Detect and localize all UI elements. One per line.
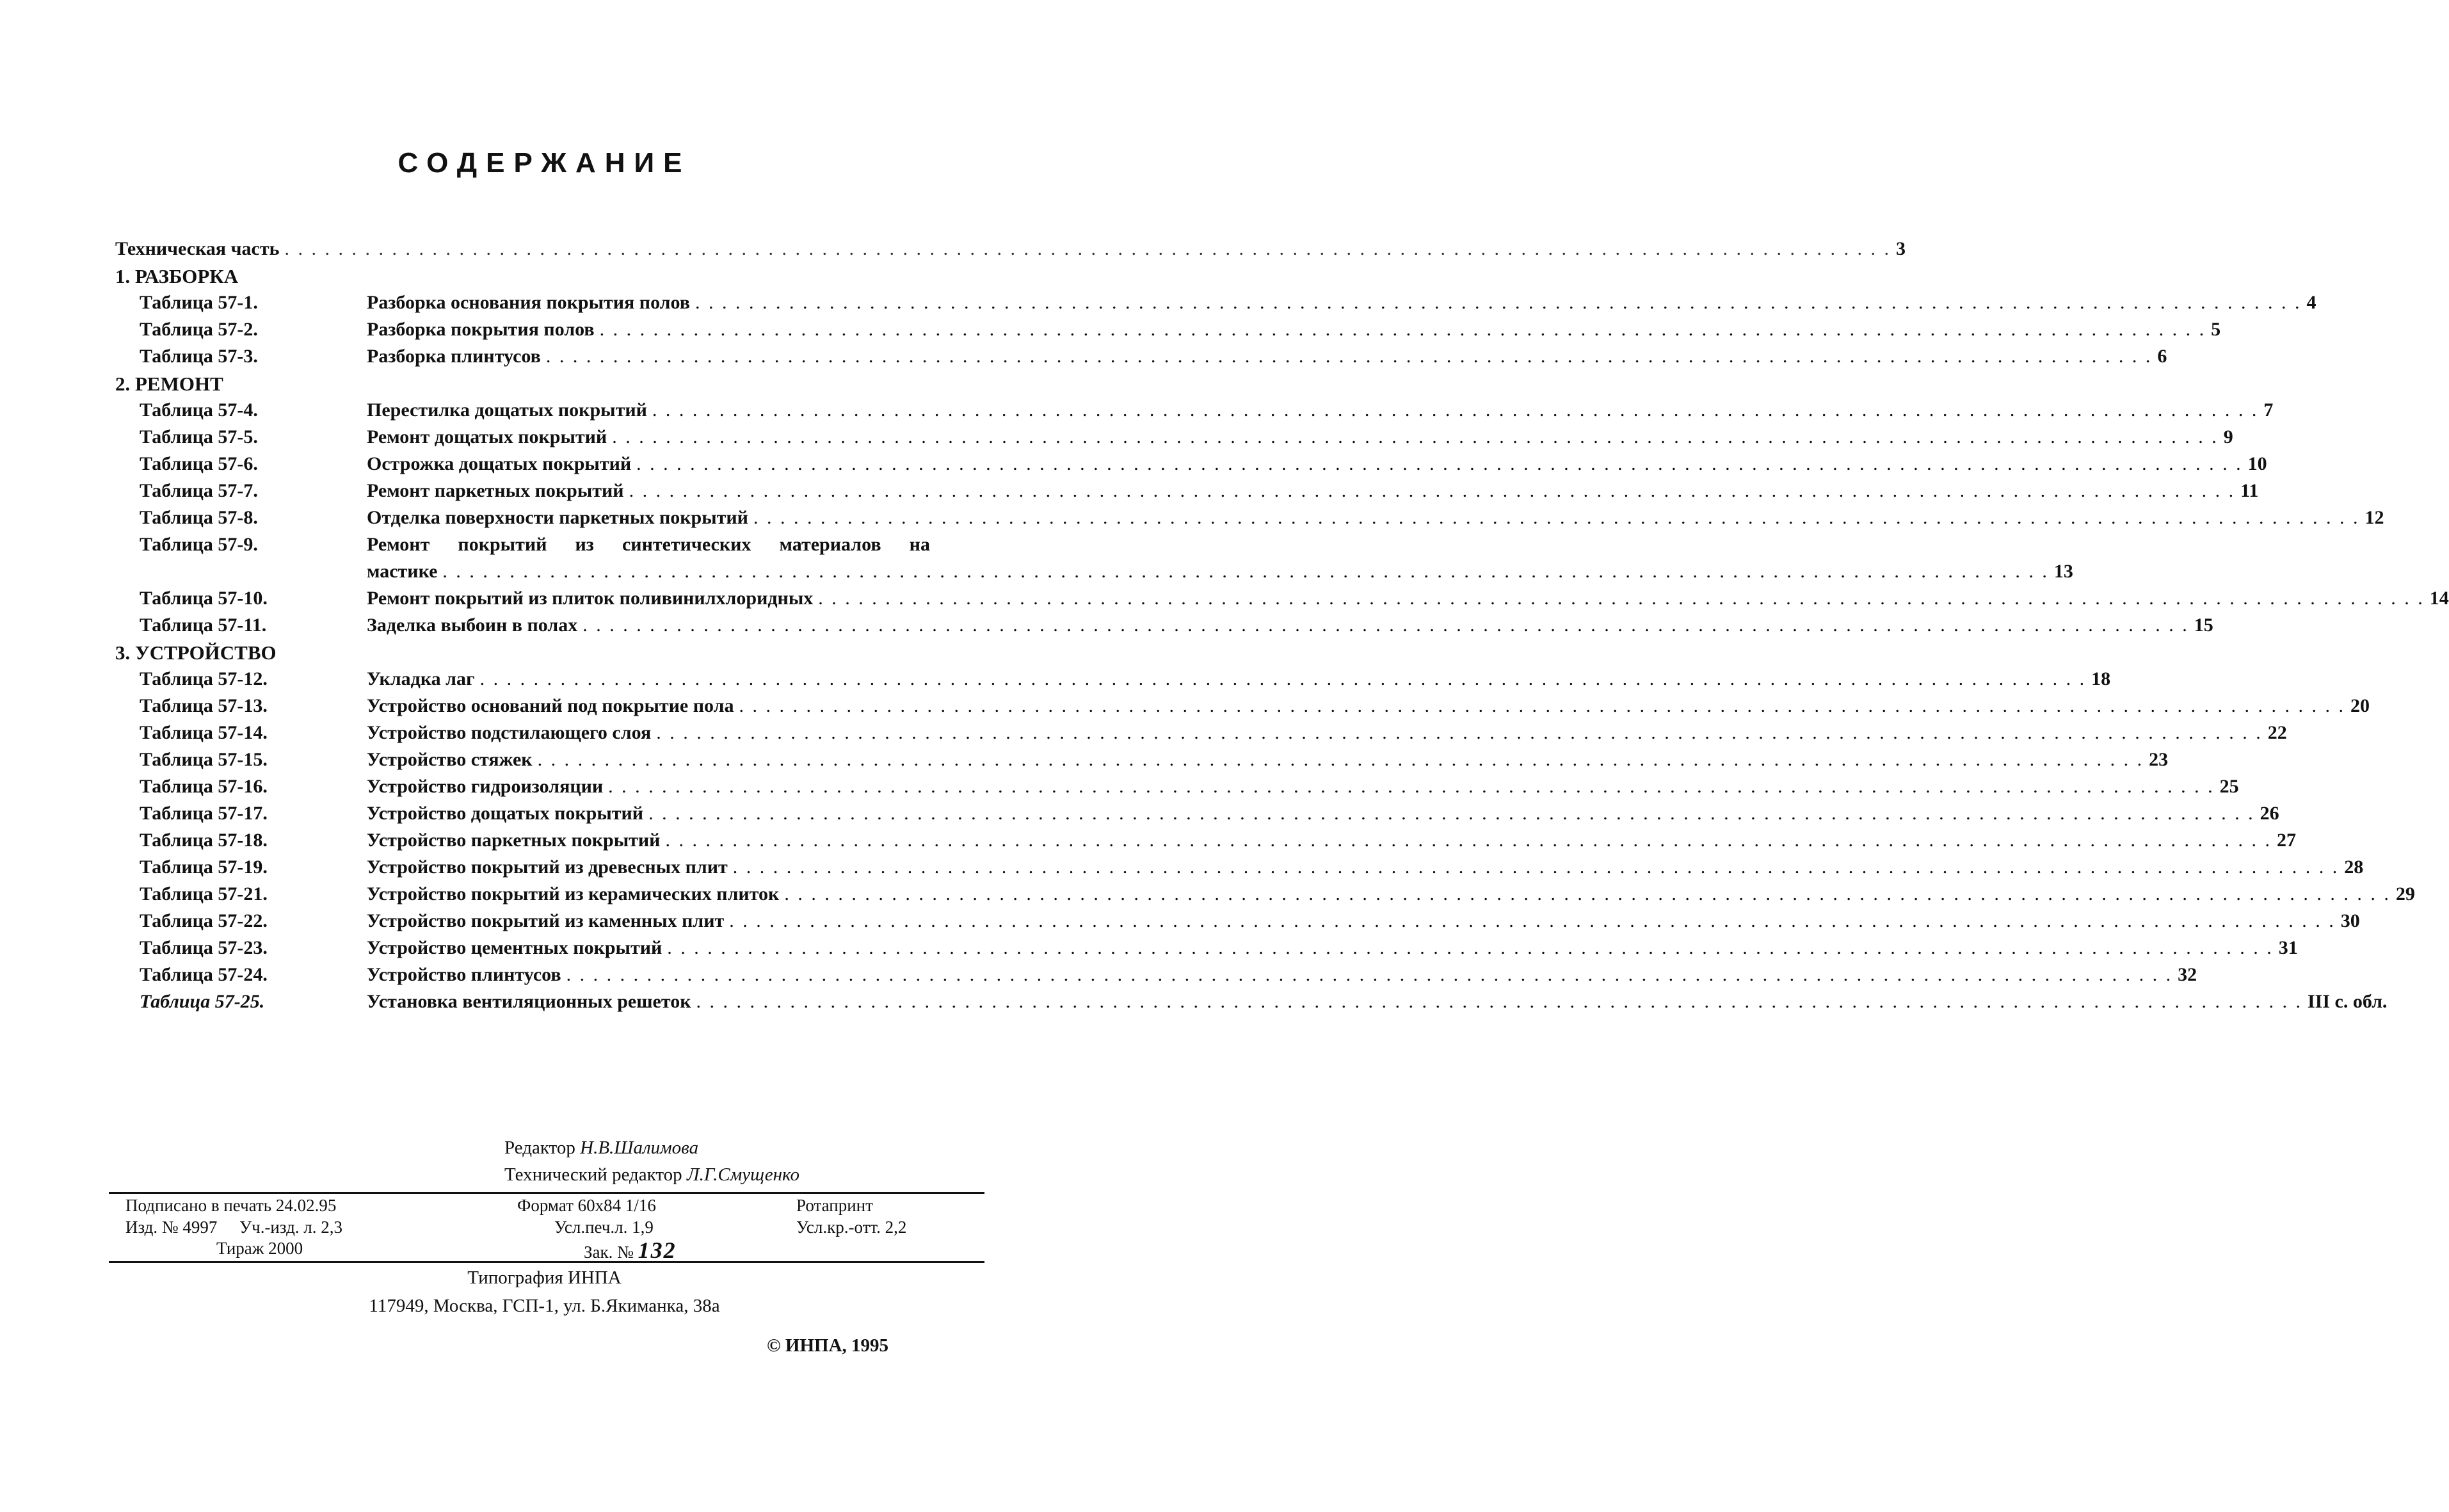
page-title: СОДЕРЖАНИЕ — [397, 147, 691, 179]
toc-entry-title: Устройство подстилающего слоя — [367, 722, 652, 743]
toc-page-number: 25 — [2219, 776, 2239, 797]
toc-section-heading: 2. РЕМОНТ — [115, 373, 223, 395]
toc-page-number: 27 — [2276, 830, 2296, 851]
dot-leader: . . . . . . . . . . . . . . . . . . . . . . . . . . . . . . . . . . . . . . . . . . . . . . . . . . . . . . . . . . . . . . . . . . . . . . . . . . . . . . . . . . . . . . . . . . . . . . . . . . . . . . . . . . . . . . . . . . . . . . . . — [636, 453, 2243, 474]
signed-date: Подписано в печать 24.02.95 — [125, 1196, 337, 1215]
toc-table-number: Таблица 57-2. — [140, 319, 258, 340]
toc-entry — [367, 561, 2073, 583]
toc-entry-title: Устройство дощатых покрытий — [367, 803, 644, 824]
printed-sheets: Усл.печ.л. 1,9 — [554, 1218, 654, 1237]
toc-page-number: 9 — [2223, 426, 2233, 447]
toc-page-number: 31 — [2278, 937, 2298, 958]
toc-entry — [367, 292, 2317, 314]
toc-page-number: 11 — [2240, 480, 2259, 501]
toc-entry-title: Установка вентиляционных решеток — [367, 991, 691, 1012]
dot-leader: . . . . . . . . . . . . . . . . . . . . . . . . . . . . . . . . . . . . . . . . . . . . . . . . . . . . . . . . . . . . . . . . . . . . . . . . . . . . . . . . . . . . . . . . . . . . . . . . . . . . . . . . . . . . . . . . . . . . . . . . — [665, 830, 2272, 851]
toc-page-number: 3 — [1895, 238, 1906, 259]
toc-entry-word: из — [575, 534, 594, 555]
dot-leader: . . . . . . . . . . . . . . . . . . . . . . . . . . . . . . . . . . . . . . . . . . . . . . . . . . . . . . . . . . . . . . . . . . . . . . . . . . . . . . . . . . . . . . . . . . . . . . . . . . . . . . . . . . . . . . . . . . . . . . . . — [784, 883, 2391, 905]
toc-entry-word: Ремонт — [367, 534, 430, 555]
dot-leader: . . . . . . . . . . . . . . . . . . . . . . . . . . . . . . . . . . . . . . . . . . . . . . . . . . . . . . . . . . . . . . . . . . . . . . . . . . . . . . . . . . . . . . . . . . . . . . . . . . . . . . . . . . . . . . . . . . . . . . . . — [442, 561, 2049, 582]
toc-section-heading: 1. РАЗБОРКА — [115, 265, 239, 287]
toc-entry-title: Укладка лаг — [367, 668, 475, 689]
toc-entry-title: Ремонт дощатых покрытий — [367, 426, 607, 447]
dot-leader: . . . . . . . . . . . . . . . . . . . . . . . . . . . . . . . . . . . . . . . . . . . . . . . . . . . . . . . . . . . . . . . . . . . . . . . . . . . . . . . . . . . . . . . . . . . . . . . . . . . . . . . . . . . . . . . . . . . . . . . . — [818, 588, 2425, 609]
dot-leader: . . . . . . . . . . . . . . . . . . . . . . . . . . . . . . . . . . . . . . . . . . . . . . . . . . . . . . . . . . . . . . . . . . . . . . . . . . . . . . . . . . . . . . . . . . . . . . . . . . . . . . . . . . . . . . . . . . . . . . . . — [599, 319, 2206, 340]
dot-leader: . . . . . . . . . . . . . . . . . . . . . . . . . . . . . . . . . . . . . . . . . . . . . . . . . . . . . . . . . . . . . . . . . . . . . . . . . . . . . . . . . . . . . . . . . . . . . . . . . . . . . . . . . . . . . . . . . . . . . . . . — [729, 910, 2336, 931]
toc-entry — [367, 453, 2267, 475]
toc-entry-title: Заделка выбоин в полах — [367, 615, 578, 636]
toc-entry-title-line — [367, 534, 930, 556]
toc-table-number: Таблица 57-14. — [140, 722, 268, 743]
copyright-notice: © ИНПА, 1995 — [767, 1335, 889, 1356]
toc-table-number: Таблица 57-8. — [140, 507, 258, 528]
toc-entry-title: Разборка плинтусов — [367, 346, 541, 367]
toc-page-number: III с. обл. — [2307, 991, 2388, 1012]
toc-entry-title: мастике — [367, 561, 438, 582]
toc-entry — [367, 964, 2197, 986]
toc-table-number: Таблица 57-1. — [140, 292, 258, 313]
order-label: Зак. № — [584, 1243, 634, 1262]
toc-page-number: 7 — [2263, 399, 2274, 421]
toc-entry-word: покрытий — [458, 534, 547, 555]
dot-leader: . . . . . . . . . . . . . . . . . . . . . . . . . . . . . . . . . . . . . . . . . . . . . . . . . . . . . . . . . . . . . . . . . . . . . . . . . . . . . . . . . . . . . . . . . . . . . . . . . . . . . . . . . . . . . . . . . . . . . . . . — [608, 776, 2215, 797]
toc-page-number: 10 — [2247, 453, 2267, 474]
toc-page-number: 13 — [2053, 561, 2073, 582]
toc-entry-title: Устройство паркетных покрытий — [367, 830, 661, 851]
order-handwritten-number: 132 — [638, 1237, 677, 1263]
toc-entry — [367, 749, 2169, 771]
toc-entry — [367, 399, 2274, 421]
printer-address: 117949, Москва, ГСП-1, ул. Б.Якиманка, 38а — [369, 1296, 720, 1316]
toc-entry-title: Устройство покрытий из древесных плит — [367, 857, 728, 878]
dot-leader: . . . . . . . . . . . . . . . . . . . . . . . . . . . . . . . . . . . . . . . . . . . . . . . . . . . . . . . . . . . . . . . . . . . . . . . . . . . . . . . . . . . . . . . . . . . . . . . . . . . . . . . . . . . . . . . . . . . . . . . . — [612, 426, 2219, 447]
toc-entry-title: Острожка дощатых покрытий — [367, 453, 632, 474]
editor-label: Редактор — [504, 1138, 575, 1158]
dot-leader: . . . . . . . . . . . . . . . . . . . . . . . . . . . . . . . . . . . . . . . . . . . . . . . . . . . . . . . . . . . . . . . . . . . . . . . . . . . . . . . . . . . . . . . . . . . . . . . . . . . . . . . . . . . . . . . . . . . . . . . . — [648, 803, 2255, 824]
toc-table-number: Таблица 57-18. — [140, 830, 268, 851]
toc-page-number: 32 — [2178, 964, 2197, 985]
toc-table-number: Таблица 57-3. — [140, 346, 258, 367]
paper-format: Формат 60х84 1/16 — [517, 1196, 656, 1215]
toc-entry-title: Устройство плинтусов — [367, 964, 561, 985]
dot-leader: . . . . . . . . . . . . . . . . . . . . . . . . . . . . . . . . . . . . . . . . . . . . . . . . . . . . . . . . . . . . . . . . . . . . . . . . . . . . . . . . . . . . . . . . . . . . . . . . . . . . . . . . . . . . . . . . . . . . . . . . — [566, 964, 2173, 985]
dot-leader: . . . . . . . . . . . . . . . . . . . . . . . . . . . . . . . . . . . . . . . . . . . . . . . . . . . . . . . . . . . . . . . . . . . . . . . . . . . . . . . . . . . . . . . . . . . . . . . . . . . . . . . . . . . . . . . . . . . . . . . . — [652, 399, 2259, 421]
toc-entry — [367, 695, 2370, 717]
toc-entry-word: материалов — [779, 534, 881, 555]
toc-entry-word: на — [909, 534, 930, 555]
toc-table-number: Таблица 57-16. — [140, 776, 268, 797]
toc-entry — [367, 507, 2384, 529]
toc-entry — [367, 803, 2279, 824]
toc-table-number: Таблица 57-9. — [140, 534, 258, 555]
toc-table-number: Таблица 57-4. — [140, 399, 258, 421]
toc-entry-title: Перестилка дощатых покрытий — [367, 399, 647, 421]
toc-entry-title: Устройство покрытий из каменных плит — [367, 910, 725, 931]
toc-table-number: Таблица 57-24. — [140, 964, 268, 985]
toc-entry-title: Устройство цементных покрытий — [367, 937, 662, 958]
dot-leader: . . . . . . . . . . . . . . . . . . . . . . . . . . . . . . . . . . . . . . . . . . . . . . . . . . . . . . . . . . . . . . . . . . . . . . . . . . . . . . . . . . . . . . . . . . . . . . . . . . . . . . . . . . . . . . . . . . . . . . . . — [582, 615, 2189, 636]
toc-page-number: 30 — [2340, 910, 2360, 931]
toc-page-number: 22 — [2267, 722, 2287, 743]
toc-page-number: 28 — [2344, 857, 2364, 878]
toc-entry — [367, 937, 2298, 959]
toc-entry — [367, 615, 2213, 636]
toc-page-number: 23 — [2149, 749, 2169, 770]
toc-entry-title: Устройство стяжек — [367, 749, 533, 770]
toc-table-number: Таблица 57-15. — [140, 749, 268, 770]
toc-entry — [367, 588, 2449, 609]
toc-page-number: 4 — [2306, 292, 2317, 313]
dot-leader: . . . . . . . . . . . . . . . . . . . . . . . . . . . . . . . . . . . . . . . . . . . . . . . . . . . . . . . . . . . . . . . . . . . . . . . . . . . . . . . . . . . . . . . . . . . . . . . . . . . . . . . . . . . . . . . . . . . . . . . . — [656, 722, 2263, 743]
dot-leader: . . . . . . . . . . . . . . . . . . . . . . . . . . . . . . . . . . . . . . . . . . . . . . . . . . . . . . . . . . . . . . . . . . . . . . . . . . . . . . . . . . . . . . . . . . . . . . . . . . . . . . . . . . . . . . . . . . . . . . . . — [284, 238, 1891, 259]
editor-line — [504, 1134, 799, 1161]
toc-page-number: 26 — [2260, 803, 2279, 824]
publication-number: Изд. № 4997 — [125, 1218, 218, 1237]
toc-page-number: 6 — [2157, 346, 2167, 367]
toc-table-number: Таблица 57-19. — [140, 857, 268, 878]
tech-editor-label: Технический редактор — [504, 1164, 682, 1185]
toc-table-number: Таблица 57-17. — [140, 803, 268, 824]
toc-page-number: 14 — [2429, 588, 2449, 609]
toc-page-number: 29 — [2395, 883, 2415, 905]
dot-leader: . . . . . . . . . . . . . . . . . . . . . . . . . . . . . . . . . . . . . . . . . . . . . . . . . . . . . . . . . . . . . . . . . . . . . . . . . . . . . . . . . . . . . . . . . . . . . . . . . . . . . . . . . . . . . . . . . . . . . . . . — [696, 991, 2302, 1012]
dot-leader: . . . . . . . . . . . . . . . . . . . . . . . . . . . . . . . . . . . . . . . . . . . . . . . . . . . . . . . . . . . . . . . . . . . . . . . . . . . . . . . . . . . . . . . . . . . . . . . . . . . . . . . . . . . . . . . . . . . . . . . . — [753, 507, 2360, 528]
toc-entry — [367, 722, 2287, 744]
dot-leader: . . . . . . . . . . . . . . . . . . . . . . . . . . . . . . . . . . . . . . . . . . . . . . . . . . . . . . . . . . . . . . . . . . . . . . . . . . . . . . . . . . . . . . . . . . . . . . . . . . . . . . . . . . . . . . . . . . . . . . . . — [629, 480, 2236, 501]
toc-entry — [367, 346, 2167, 367]
toc-entry — [367, 857, 2364, 878]
toc-entry-title: Разборка покрытия полов — [367, 319, 595, 340]
toc-entry — [367, 910, 2360, 932]
color-impressions: Усл.кр.-отт. 2,2 — [796, 1218, 907, 1237]
toc-table-number: Таблица 57-25. — [140, 991, 265, 1012]
toc-entry — [367, 883, 2415, 905]
toc-entry — [367, 668, 2111, 690]
toc-entry-title: Устройство покрытий из керамических плиток — [367, 883, 780, 905]
toc-table-number: Таблица 57-21. — [140, 883, 268, 905]
dot-leader: . . . . . . . . . . . . . . . . . . . . . . . . . . . . . . . . . . . . . . . . . . . . . . . . . . . . . . . . . . . . . . . . . . . . . . . . . . . . . . . . . . . . . . . . . . . . . . . . . . . . . . . . . . . . . . . . . . . . . . . . — [479, 668, 2087, 689]
toc-entry — [367, 480, 2259, 502]
toc-entry-title: Ремонт покрытий из плиток поливинилхлоридных — [367, 588, 814, 609]
toc-entry — [367, 426, 2233, 448]
toc-entry-title: Устройство оснований под покрытие пола — [367, 695, 734, 716]
toc-table-number: Таблица 57-5. — [140, 426, 258, 447]
imprint-top-rule — [109, 1192, 984, 1194]
toc-table-number: Таблица 57-23. — [140, 937, 268, 958]
printer-name: Типография ИНПА — [467, 1267, 622, 1288]
toc-entry — [367, 830, 2296, 851]
toc-entry-title: Отделка поверхности паркетных покрытий — [367, 507, 748, 528]
dot-leader: . . . . . . . . . . . . . . . . . . . . . . . . . . . . . . . . . . . . . . . . . . . . . . . . . . . . . . . . . . . . . . . . . . . . . . . . . . . . . . . . . . . . . . . . . . . . . . . . . . . . . . . . . . . . . . . . . . . . . . . . — [695, 292, 2302, 313]
toc-table-number: Таблица 57-10. — [140, 588, 268, 609]
toc-table-number: Таблица 57-13. — [140, 695, 268, 716]
print-run: Тираж 2000 — [216, 1239, 303, 1258]
toc-entry-word: синтетических — [622, 534, 751, 555]
toc-table-number: Таблица 57-12. — [140, 668, 268, 689]
toc-section-heading: 3. УСТРОЙСТВО — [115, 641, 277, 664]
toc-intro-label: Техническая часть — [115, 238, 280, 259]
toc-entry-title: Ремонт паркетных покрытий — [367, 480, 624, 501]
toc-table-number: Таблица 57-7. — [140, 480, 258, 501]
dot-leader: . . . . . . . . . . . . . . . . . . . . . . . . . . . . . . . . . . . . . . . . . . . . . . . . . . . . . . . . . . . . . . . . . . . . . . . . . . . . . . . . . . . . . . . . . . . . . . . . . . . . . . . . . . . . . . . . . . . . . . . . — [732, 857, 2340, 878]
toc-table-number: Таблица 57-22. — [140, 910, 268, 931]
toc-page-number: 12 — [2365, 507, 2384, 528]
toc-entry-title: Устройство гидроизоляции — [367, 776, 604, 797]
editor-name: Н.В.Шалимова — [580, 1138, 699, 1158]
print-method: Ротапринт — [796, 1196, 873, 1215]
order-number — [584, 1237, 677, 1264]
toc-entry — [367, 319, 2221, 341]
editors-block — [504, 1134, 799, 1188]
tech-editor-name: Л.Г.Смущенко — [686, 1164, 799, 1185]
tech-editor-line — [504, 1161, 799, 1188]
toc-page-number: 18 — [2091, 668, 2111, 689]
toc-page-number: 20 — [2350, 695, 2370, 716]
dot-leader: . . . . . . . . . . . . . . . . . . . . . . . . . . . . . . . . . . . . . . . . . . . . . . . . . . . . . . . . . . . . . . . . . . . . . . . . . . . . . . . . . . . . . . . . . . . . . . . . . . . . . . . . . . . . . . . . . . . . . . . . — [545, 346, 2153, 367]
dot-leader: . . . . . . . . . . . . . . . . . . . . . . . . . . . . . . . . . . . . . . . . . . . . . . . . . . . . . . . . . . . . . . . . . . . . . . . . . . . . . . . . . . . . . . . . . . . . . . . . . . . . . . . . . . . . . . . . . . . . . . . . — [739, 695, 2345, 716]
toc-page-number: 15 — [2194, 615, 2213, 636]
toc-entry — [367, 991, 2388, 1013]
toc-intro-row — [115, 238, 1906, 260]
toc-page-number: 5 — [2211, 319, 2221, 340]
publisher-sheets: Уч.-изд. л. 2,3 — [239, 1218, 343, 1237]
toc-table-number: Таблица 57-11. — [140, 615, 267, 636]
dot-leader: . . . . . . . . . . . . . . . . . . . . . . . . . . . . . . . . . . . . . . . . . . . . . . . . . . . . . . . . . . . . . . . . . . . . . . . . . . . . . . . . . . . . . . . . . . . . . . . . . . . . . . . . . . . . . . . . . . . . . . . . — [537, 749, 2144, 770]
imprint-bottom-rule — [109, 1261, 984, 1263]
toc-entry-title: Разборка основания покрытия полов — [367, 292, 690, 313]
dot-leader: . . . . . . . . . . . . . . . . . . . . . . . . . . . . . . . . . . . . . . . . . . . . . . . . . . . . . . . . . . . . . . . . . . . . . . . . . . . . . . . . . . . . . . . . . . . . . . . . . . . . . . . . . . . . . . . . . . . . . . . . — [667, 937, 2274, 958]
toc-entry — [367, 776, 2239, 798]
toc-table-number: Таблица 57-6. — [140, 453, 258, 474]
